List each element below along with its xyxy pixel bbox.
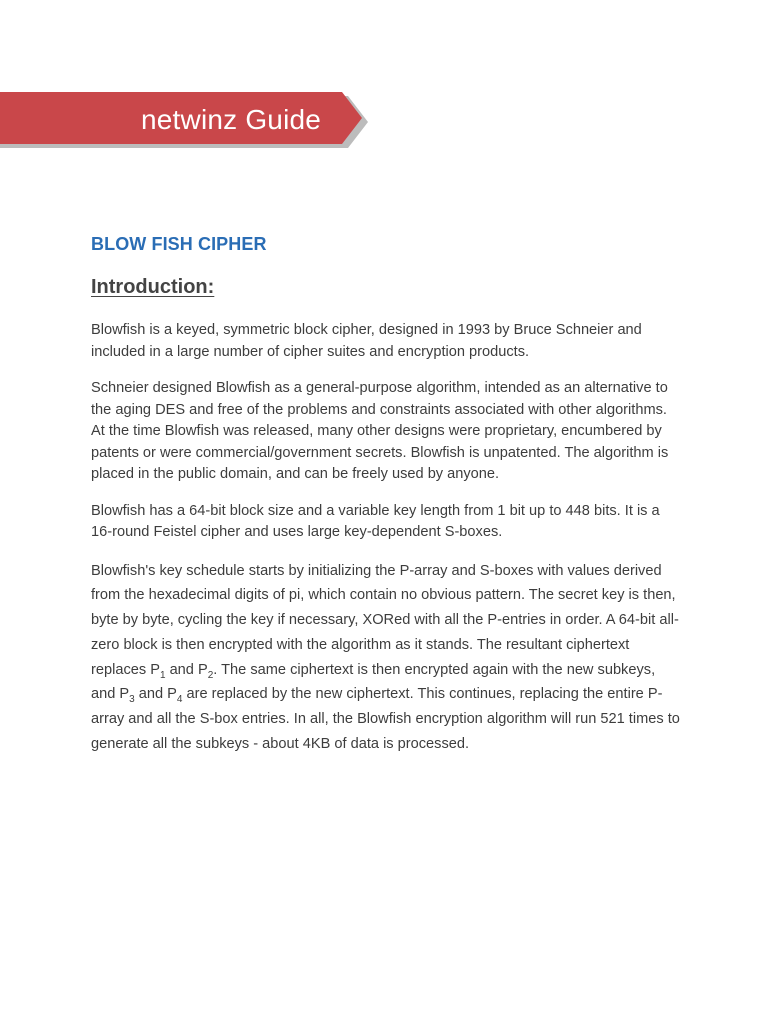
- banner-title: netwinz Guide: [141, 104, 322, 135]
- paragraph-1: Blowfish is a keyed, symmetric block cipher, designed in 1993 by Bruce Schneier and included in a large number of cipher suites and encryption products.: [91, 322, 642, 360]
- subscript-2: 2: [207, 669, 214, 681]
- paragraph-4-text-2: and P: [165, 661, 208, 678]
- paragraph-3: Blowfish has a 64-bit block size and a variable key length from 1 bit up to 448 bits. It is a 16-round Feistel cipher and uses large key-dependent S-boxes.: [91, 502, 660, 540]
- subscript-1: 1: [159, 669, 166, 681]
- subscript-3: 3: [129, 694, 135, 706]
- subscript-4: 4: [176, 694, 183, 706]
- paragraph-4-text-4: and P: [134, 686, 177, 703]
- section-heading: Introduction:: [91, 276, 215, 298]
- document-body: [91, 232, 681, 757]
- guide-banner: [0, 92, 368, 148]
- paragraph-4: [91, 559, 681, 757]
- paragraph-2: Schneier designed Blowfish as a general-purpose algorithm, intended as an alternative to the aging DES and free of the problems and constraints associated with other algorithms. At the time Blowfish was released, many other designs were proprietary, encumbered by patents or were commercial/government secrets. Blowfish is unpatented. The algorithm is placed in the public domain, and can be freely used by anyone.: [91, 380, 669, 482]
- paragraph-4-text-5: are replaced by the new ciphertext. This continues, replacing the entire P-array and all the S-box entries. In all, the Blowfish encryption algorithm will run 521 times to generate all the subkeys - about 4KB of data is processed.: [91, 686, 680, 753]
- paragraph-4-text-3: . The same ciphertext is then encrypted again with the new subkeys, and P: [91, 661, 656, 703]
- document-title: BLOW FISH CIPHER: [91, 234, 267, 254]
- paragraph-4-text-1: Blowfish's key schedule starts by initializing the P-array and S-boxes with values derived from the hexadecimal digits of pi, which contain no obvious pattern. The secret key is then, byte by byte, cycling the key if necessary, XORed with all the P-entries in order. A 64-bit all-zero block is then encrypted with the algorithm as it stands. The resultant ciphertext replaces P: [91, 562, 679, 678]
